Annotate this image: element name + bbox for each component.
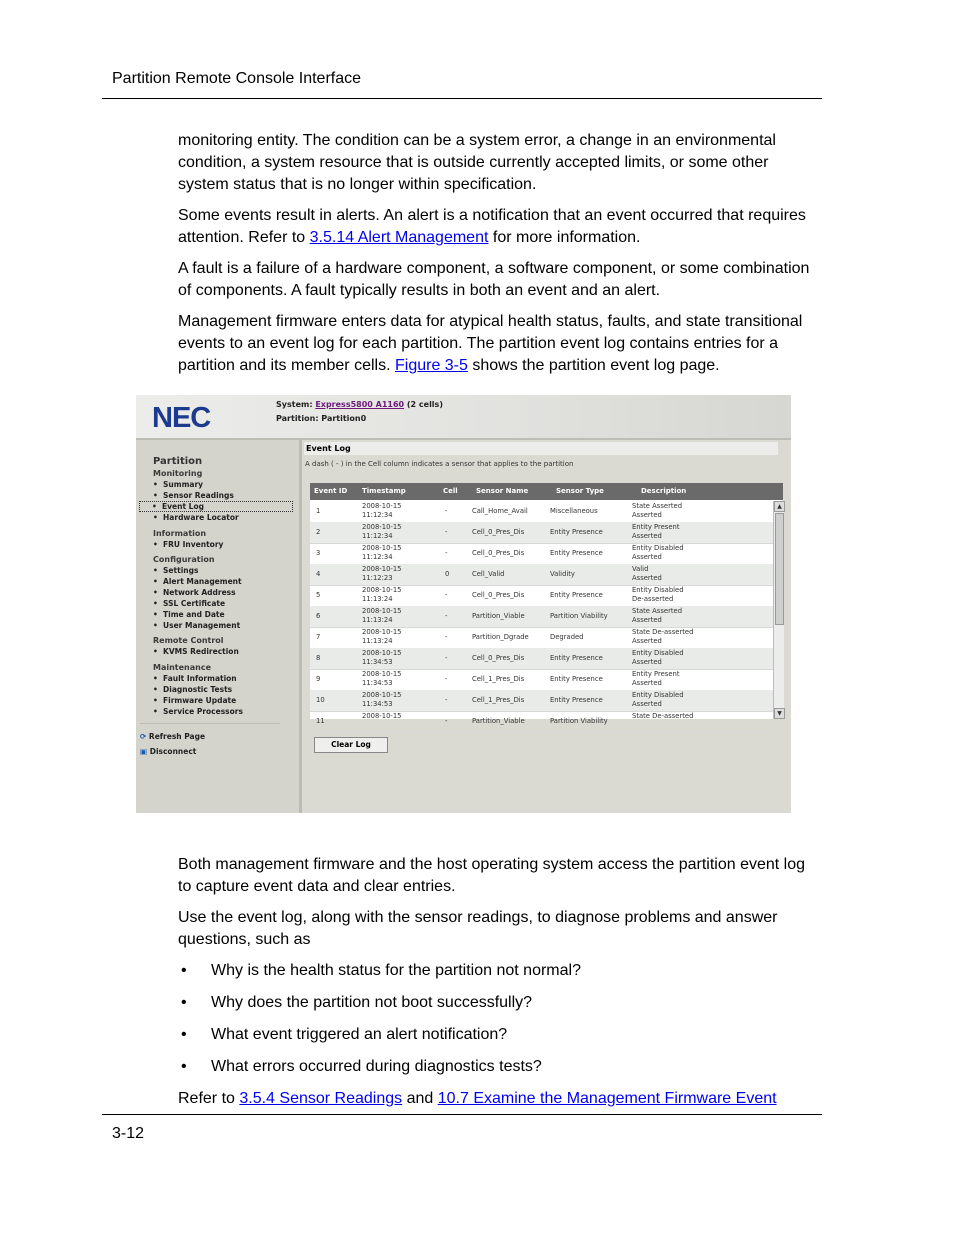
- paragraph-event-log: Management firmware enters data for atypical health status, faults, and state transitional events to an event log for each partition. The partition event log contains entries for a partition and its member cells. Figure 3-5 shows the partition event log page.: [178, 313, 803, 374]
- cell-d1: Valid: [632, 565, 649, 573]
- table-row[interactable]: [310, 543, 773, 565]
- table-row[interactable]: [310, 585, 773, 607]
- paragraph-monitoring: monitoring entity. The condition can be a system error, a change in an environmental condition, a system resource that is outside currently accepted limits, or some other system status that is no longer within specification.: [178, 132, 776, 193]
- cell-sensor: Call_Home_Avail: [472, 507, 528, 515]
- cell-cell: 0: [445, 570, 450, 578]
- event-log-screenshot: [136, 395, 791, 813]
- cell-d2: Asserted: [632, 637, 662, 645]
- sidebar-group-configuration: Configuration: [153, 555, 215, 564]
- cell-cell: -: [445, 675, 448, 683]
- scroll-down-icon[interactable]: ▼: [774, 708, 785, 719]
- sidebar-group-remote-control: Remote Control: [153, 636, 224, 645]
- cell-id: 5: [316, 591, 321, 599]
- cell-sensor: Cell_0_Pres_Dis: [472, 549, 525, 557]
- cell-type: Entity Presence: [550, 675, 603, 683]
- cell-type: Entity Presence: [550, 528, 603, 536]
- cell-sensor: Cell_1_Pres_Dis: [472, 696, 525, 704]
- event-log-title: Event Log: [304, 442, 778, 455]
- nec-logo: NEC: [152, 402, 211, 434]
- cell-sensor: Cell_1_Pres_Dis: [472, 675, 525, 683]
- cell-d1: State De-asserted: [632, 712, 694, 720]
- cell-time: 11:12:34: [362, 532, 393, 540]
- sidebar-item-kvms-redirection[interactable]: • KVMS Redirection: [153, 647, 239, 656]
- cell-date: 2008-10-15: [362, 670, 402, 678]
- event-log-panel: [302, 440, 791, 813]
- cell-id: 9: [316, 675, 321, 683]
- cell-d2: De-asserted: [632, 595, 674, 603]
- question-list: [178, 960, 818, 1078]
- cell-d1: Entity Disabled: [632, 649, 684, 657]
- sidebar-item-user-management[interactable]: • User Management: [153, 621, 241, 630]
- partition-line: Partition: Partition0: [276, 414, 367, 423]
- cell-cell: -: [445, 633, 448, 641]
- table-row[interactable]: [310, 669, 773, 691]
- cell-id: 3: [316, 549, 321, 557]
- cell-sensor: Partition_Viable: [472, 717, 525, 725]
- cell-date: 2008-10-15: [362, 649, 402, 657]
- table-row[interactable]: [310, 648, 773, 670]
- cell-d2: Asserted: [632, 511, 662, 519]
- body-text-bottom: [178, 854, 818, 1119]
- cell-type: Partition Viability: [550, 612, 608, 620]
- cell-d2: Asserted: [632, 616, 662, 624]
- paragraph-access: Both management firmware and the host operating system access the partition event log to capture event data and clear entries.: [178, 856, 806, 895]
- sidebar-item-sensor-readings[interactable]: • Sensor Readings: [153, 491, 234, 500]
- col-sensor-name[interactable]: Sensor Name: [476, 487, 529, 495]
- system-link[interactable]: Express5800 A1160: [315, 400, 405, 409]
- cell-d2: Asserted: [632, 574, 662, 582]
- table-row[interactable]: [310, 690, 773, 712]
- paragraph-refer: Refer to 3.5.4 Sensor Readings and 10.7 Examine the Management Firmware Event: [178, 1090, 777, 1107]
- refresh-page-link[interactable]: ⟳ Refresh Page: [140, 732, 206, 741]
- cell-sensor: Partition_Viable: [472, 612, 525, 620]
- scroll-thumb[interactable]: [775, 513, 784, 625]
- cell-date: 2008-10-15: [362, 565, 402, 573]
- sidebar-item-firmware-update[interactable]: • Firmware Update: [153, 696, 237, 705]
- cell-cell: -: [445, 696, 448, 704]
- cell-cell: -: [445, 612, 448, 620]
- cell-date: 2008-10-15: [362, 502, 402, 510]
- col-cell[interactable]: Cell: [443, 487, 458, 495]
- cell-type: Entity Presence: [550, 654, 603, 662]
- cell-time: 11:13:24: [362, 595, 393, 603]
- cell-time: 11:34:53: [362, 679, 393, 687]
- sidebar-item-fault-information[interactable]: • Fault Information: [153, 674, 237, 683]
- cell-d1: State Asserted: [632, 502, 683, 510]
- table-row[interactable]: [310, 522, 773, 544]
- cell-id: 11: [316, 717, 325, 725]
- list-item: • What event triggered an alert notification?: [178, 1024, 818, 1046]
- sidebar-item-network-address[interactable]: • Network Address: [153, 588, 236, 597]
- body-text-top: [178, 130, 818, 386]
- scroll-up-icon[interactable]: ▲: [774, 501, 785, 512]
- cell-id: 7: [316, 633, 321, 641]
- paragraph-alerts: Some events result in alerts. An alert is a notification that an event occurred that requires attention. Refer to 3.5.14 Alert Management for more information.: [178, 207, 806, 246]
- cell-type: Entity Presence: [550, 696, 603, 704]
- sidebar-item-service-processors[interactable]: • Service Processors: [153, 707, 243, 716]
- page-header-title: Partition Remote Console Interface: [112, 70, 362, 87]
- list-item: • What errors occurred during diagnostics tests?: [178, 1056, 818, 1078]
- refresh-icon: ⟳: [140, 732, 147, 741]
- sidebar-heading: Partition: [153, 456, 203, 467]
- cell-date: 2008-10-15: [362, 523, 402, 531]
- cell-d1: Entity Disabled: [632, 691, 684, 699]
- cell-d2: Asserted: [632, 658, 662, 666]
- cell-id: 1: [316, 507, 321, 515]
- table-header: [310, 483, 783, 500]
- cell-id: 10: [316, 696, 325, 704]
- paragraph-diagnose: Use the event log, along with the sensor readings, to diagnose problems and answer questions, such as: [178, 909, 778, 948]
- cell-date: 2008-10-15: [362, 628, 402, 636]
- cell-id: 2: [316, 528, 321, 536]
- table-row[interactable]: [310, 627, 773, 649]
- event-log-note: A dash ( - ) in the Cell column indicates a sensor that applies to the partition: [305, 460, 574, 468]
- cell-cell: -: [445, 654, 448, 662]
- cell-id: 6: [316, 612, 321, 620]
- cell-d1: Entity Disabled: [632, 586, 684, 594]
- link-sensor-readings[interactable]: 3.5.4 Sensor Readings: [239, 1090, 403, 1107]
- disconnect-icon: ▣: [140, 747, 148, 756]
- table-row[interactable]: [310, 606, 773, 628]
- cell-time: 11:12:23: [362, 574, 393, 582]
- sidebar-group-monitoring: Monitoring: [153, 469, 203, 478]
- sidebar-item-event-log[interactable]: • Event Log: [139, 501, 293, 512]
- cell-time: 11:34:53: [362, 658, 393, 666]
- cell-cell: -: [445, 528, 448, 536]
- sidebar-item-settings[interactable]: • Settings: [153, 566, 199, 575]
- figure-sidebar: [136, 440, 302, 813]
- cell-date: 2008-10-15: [362, 607, 402, 615]
- cell-d1: State De-asserted: [632, 628, 694, 636]
- cell-type: Entity Presence: [550, 549, 603, 557]
- cell-date: 2008-10-15: [362, 712, 402, 720]
- cell-date: 2008-10-15: [362, 691, 402, 699]
- sidebar-item-ssl-certificate[interactable]: • SSL Certificate: [153, 599, 226, 608]
- cell-time: 11:13:24: [362, 637, 393, 645]
- link-figure-3-5[interactable]: Figure 3-5: [394, 357, 468, 374]
- sidebar-group-maintenance: Maintenance: [153, 663, 212, 672]
- paragraph-fault: A fault is a failure of a hardware component, a software component, or some combination of components. A fault typically results in both an event and an alert.: [178, 260, 810, 299]
- clear-log-button[interactable]: Clear Log: [314, 737, 388, 753]
- cell-time: 11:34:53: [362, 700, 393, 708]
- list-item: • Why does the partition not boot successfully?: [178, 992, 818, 1014]
- cell-sensor: Cell_0_Pres_Dis: [472, 591, 525, 599]
- footer-rule: [102, 1114, 822, 1115]
- cell-date: 2008-10-15: [362, 586, 402, 594]
- sidebar-item-fru-inventory[interactable]: • FRU Inventory: [153, 540, 224, 549]
- sidebar-item-summary[interactable]: • Summary: [153, 480, 204, 489]
- cell-sensor: Partition_Dgrade: [472, 633, 529, 641]
- page-number: 3-12: [112, 1125, 145, 1142]
- cell-d1: Entity Disabled: [632, 544, 684, 552]
- cell-time: 11:12:34: [362, 553, 393, 561]
- sidebar-item-alert-management[interactable]: • Alert Management: [153, 577, 242, 586]
- sidebar-item-time-and-date[interactable]: • Time and Date: [153, 610, 225, 619]
- cell-cell: -: [445, 717, 448, 725]
- cell-type: Entity Presence: [550, 591, 603, 599]
- table-row[interactable]: [310, 564, 773, 586]
- cell-id: 8: [316, 654, 321, 662]
- table-row[interactable]: [310, 501, 773, 523]
- cell-d1: Entity Present: [632, 523, 680, 531]
- cell-time: 11:12:34: [362, 511, 393, 519]
- cell-id: 4: [316, 570, 321, 578]
- disconnect-link[interactable]: ▣ Disconnect: [140, 747, 197, 756]
- cell-d2: Asserted: [632, 553, 662, 561]
- sidebar-divider: [140, 723, 280, 724]
- header-rule: [102, 98, 822, 99]
- sidebar-item-hardware-locator[interactable]: • Hardware Locator: [153, 513, 239, 522]
- sidebar-item-diagnostic-tests[interactable]: • Diagnostic Tests: [153, 685, 233, 694]
- col-timestamp[interactable]: Timestamp: [362, 487, 406, 495]
- cell-d1: Entity Present: [632, 670, 680, 678]
- list-item: • Why is the health status for the partition not normal?: [178, 960, 818, 982]
- table-row[interactable]: [310, 711, 773, 733]
- event-log-table: [310, 483, 783, 725]
- col-sensor-type[interactable]: Sensor Type: [556, 487, 604, 495]
- cell-cell: -: [445, 507, 448, 515]
- sidebar-group-information: Information: [153, 529, 207, 538]
- col-event-id[interactable]: Event ID: [314, 487, 348, 495]
- system-line: System: Express5800 A1160 (2 cells): [276, 400, 443, 409]
- cell-cell: -: [445, 591, 448, 599]
- cell-sensor: Cell_0_Pres_Dis: [472, 528, 525, 536]
- cell-d2: Asserted: [632, 532, 662, 540]
- cell-time: 11:13:24: [362, 616, 393, 624]
- cell-d1: State Asserted: [632, 607, 683, 615]
- cell-type: Validity: [550, 570, 575, 578]
- link-examine-event-log[interactable]: 10.7 Examine the Management Firmware Event: [437, 1090, 777, 1107]
- cell-date: 2008-10-15: [362, 544, 402, 552]
- cell-d2: Asserted: [632, 679, 662, 687]
- cell-type: Miscellaneous: [550, 507, 598, 515]
- link-alert-management[interactable]: 3.5.14 Alert Management: [309, 229, 489, 246]
- cell-type: Partition Viability: [550, 717, 608, 725]
- cell-sensor: Cell_Valid: [472, 570, 505, 578]
- figure-banner: [136, 395, 791, 440]
- table-scrollbar[interactable]: [773, 501, 784, 719]
- cell-d2: Asserted: [632, 700, 662, 708]
- col-description[interactable]: Description: [641, 487, 687, 495]
- cell-cell: -: [445, 549, 448, 557]
- cell-type: Degraded: [550, 633, 584, 641]
- cell-sensor: Cell_0_Pres_Dis: [472, 654, 525, 662]
